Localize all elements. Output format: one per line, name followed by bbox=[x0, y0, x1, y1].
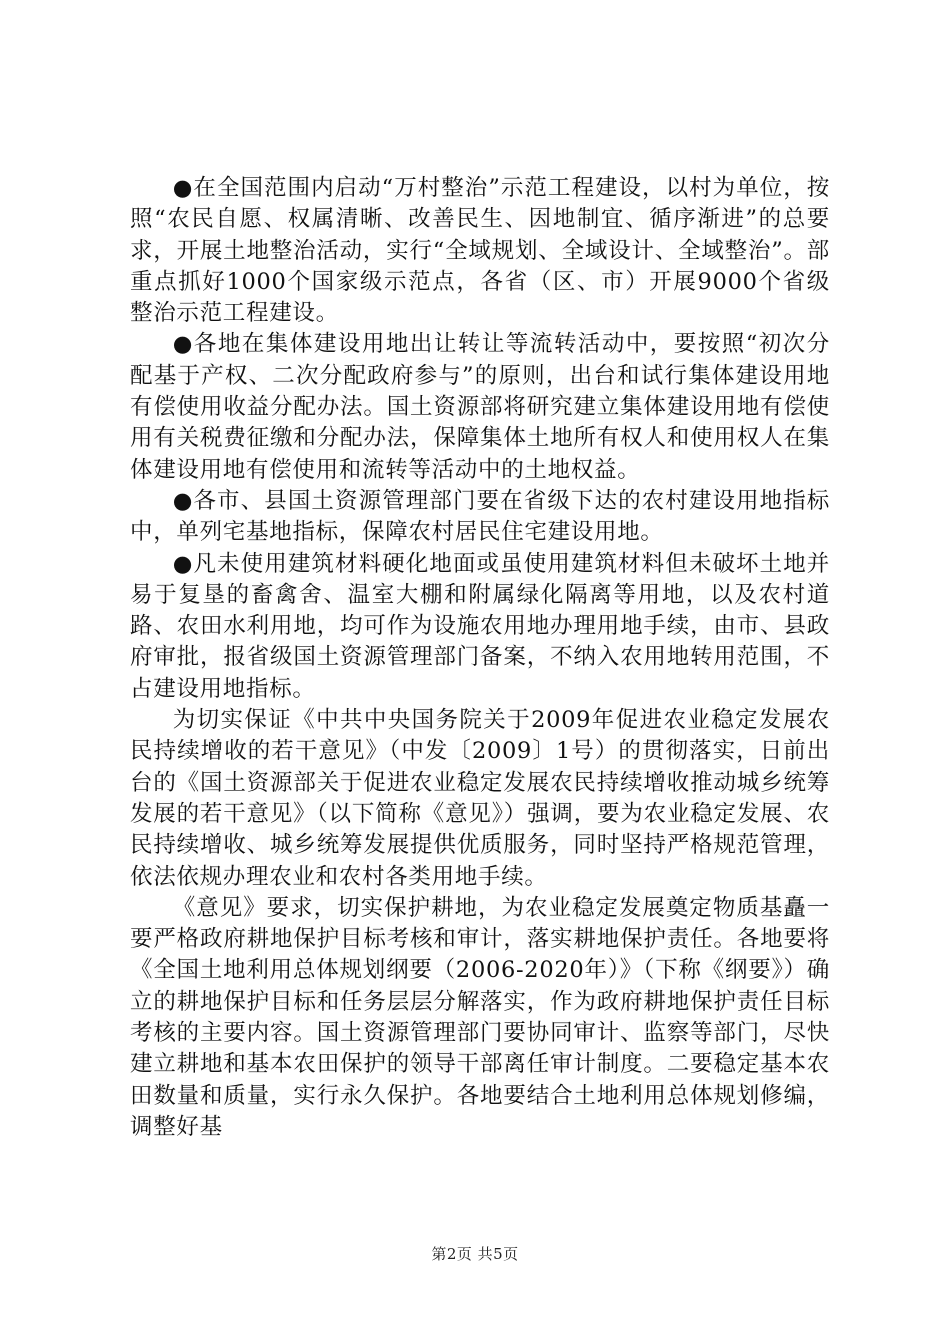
paragraph-farmland-protection: 《意见》要求，切实保护耕地，为农业稳定发展奠定物质基矗一要严格政府耕地保护目标考核和审计，落实耕地保护责任。各地要将《全国土地利用总体规划纲要（2006-2020年）》（下称《纲要》）确立的耕地保护目标和任务层层分解落实，作为政府耕地保护责任目标考核的主要内容。国土资源管理部门要协同审计、监察等部门，尽快建立耕地和基本农田保护的领导干部离任审计制度。二要稳定基本农田数量和质量，实行永久保护。各地要结合土地利用总体规划修编，调整好基 bbox=[130, 894, 830, 1140]
page-number-label: 第2页 共5页 bbox=[431, 1245, 519, 1263]
paragraph-homestead-quota: ●各市、县国土资源管理部门要在省级下达的农村建设用地指标中，单列宅基地指标，保障农村居民住宅建设用地。 bbox=[130, 487, 830, 546]
paragraph-opinions-background: 为切实保证《中共中央国务院关于2009年促进农业稳定发展农民持续增收的若干意见》（中发〔2009〕1号）的贯彻落实，日前出台的《国土资源部关于促进农业稳定发展农民持续增收推动城乡统筹发展的若干意见》（以下简称《意见》）强调，要为农业稳定发展、农民持续增收、城乡统筹发展提供优质服务，同时坚持严格规范管理，依法依规办理农业和农村各类用地手续。 bbox=[130, 707, 830, 890]
paragraph-village-renovation: ●在全国范围内启动“万村整治”示范工程建设，以村为单位，按照“农民自愿、权属清晰、改善民生、因地制宜、循序渐进”的总要求，开展土地整治活动，实行“全域规划、全域设计、全域整治”。部重点抓好1000个国家级示范点，各省（区、市）开展9000个省级整治示范工程建设。 bbox=[130, 175, 830, 327]
page-footer bbox=[0, 1243, 950, 1264]
paragraph-facility-agricultural-land: ●凡未使用建筑材料硬化地面或虽使用建筑材料但未破坏土地并易于复垦的畜禽舍、温室大棚和附属绿化隔离等用地，以及农村道路、农田水利用地，均可作为设施农用地办理用地手续，由市、县政府审批，报省级国土资源管理部门备案，不纳入农用地转用范围，不占建设用地指标。 bbox=[130, 550, 830, 702]
paragraph-collective-land-revenue: ●各地在集体建设用地出让转让等流转活动中，要按照“初次分配基于产权、二次分配政府参与”的原则，出台和试行集体建设用地有偿使用收益分配办法。国土资源部将研究建立集体建设用地有偿使用有关税费征缴和分配办法，保障集体土地所有权人和使用权人在集体建设用地有偿使用和流转等活动中的土地权益。 bbox=[130, 331, 830, 483]
document-body bbox=[130, 173, 830, 1143]
